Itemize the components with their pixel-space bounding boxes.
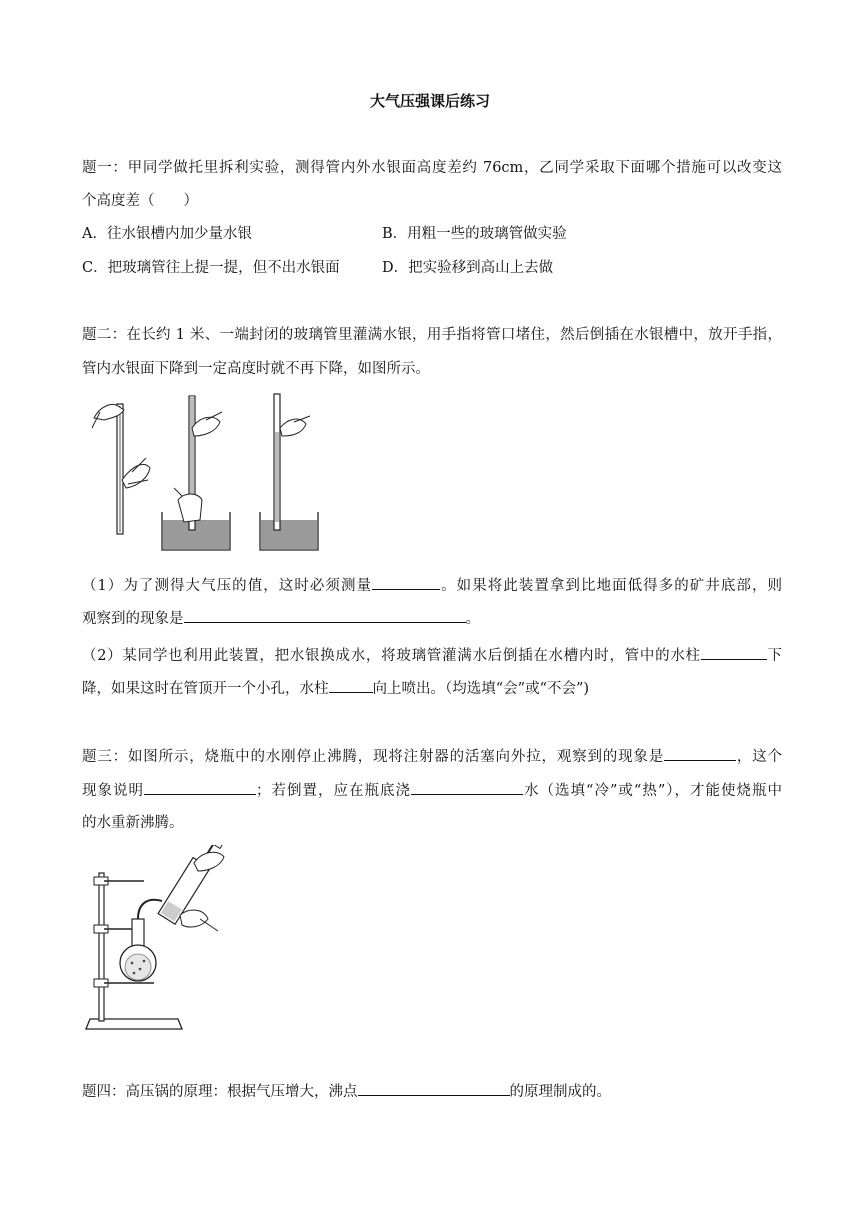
q3-line-2	[82, 780, 782, 801]
q2-part2-text-d: 向上喷出。（均选填“会”或“不会”)	[372, 681, 590, 697]
q2-part1-text-b: 。如果将此装置拿到比地面低得多的矿井底部，则	[440, 578, 782, 594]
q1-line-2: 个高度差（ ）	[82, 193, 198, 209]
q1-option-a: A．往水银槽内加少量水银	[82, 226, 252, 242]
q2-part1-text-a: （1）为了测得大气压的值，这时必须测量	[82, 578, 373, 594]
torricelli-experiment-figure	[88, 388, 328, 558]
q3-line-1	[82, 746, 782, 767]
q2-line-2: 管内水银面下降到一定高度时就不再下降，如图所示。	[82, 361, 430, 377]
q2-part1-blank-2[interactable]	[184, 608, 466, 623]
q3-text-c: 现象说明	[82, 783, 145, 799]
q2-part2-text-c: 降，如果这时在管顶开一个小孔，水柱	[82, 681, 329, 697]
q3-blank-2[interactable]	[144, 780, 256, 795]
q2-part2-blank-2[interactable]	[329, 678, 373, 693]
q3-blank-3[interactable]	[411, 780, 523, 795]
q1-option-d: D．把实验移到高山上去做	[382, 260, 554, 276]
q2-part1-text-c: 观察到的现象是	[82, 611, 184, 627]
q3-text-d: ；若倒置，应在瓶底浇	[256, 783, 412, 799]
tube-released-figure	[260, 394, 318, 550]
page-title: 大气压强课后练习	[369, 92, 490, 110]
q2-part1-text-d: 。	[465, 611, 480, 627]
q3-text-a: 题三：如图所示，烧瓶中的水刚停止沸腾，现将注射器的活塞向外拉，观察到的现象是	[82, 749, 665, 765]
q2-part2-line-2	[82, 678, 782, 699]
q3-line-3: 的水重新沸腾。	[82, 815, 184, 831]
q4-line	[82, 1081, 782, 1102]
q1-option-c: C．把玻璃管往上提一提，但不出水银面	[82, 260, 340, 276]
q2-part1-line-1	[82, 575, 782, 596]
q4-text-b: 的原理制成的。	[509, 1084, 611, 1100]
tube-held-figure	[92, 404, 150, 534]
q2-line-1: 题二：在长约 1 米、一端封闭的玻璃管里灌满水银，用手指将管口堵住，然后倒插在水银槽中，放开手指，	[82, 327, 782, 343]
q3-text-e: 水（选填“冷”或“热”），才能使烧瓶中	[523, 783, 783, 799]
q2-part2-text-a: （2）某同学也利用此装置，把水银换成水，将玻璃管灌满水后倒插在水槽内时，管中的水柱	[82, 648, 701, 664]
q2-part1-line-2	[82, 608, 782, 629]
q4-text-a: 题四：高压锅的原理：根据气压增大，沸点	[82, 1084, 358, 1100]
tube-inverted-figure	[162, 396, 230, 550]
q3-text-b: ，这个	[736, 749, 782, 765]
q2-part1-blank-1[interactable]	[372, 575, 440, 590]
flask-syringe-figure	[82, 845, 232, 1035]
q1-option-b: B．用粗一些的玻璃管做实验	[382, 226, 567, 242]
q1-line-1: 题一：甲同学做托里拆利实验，测得管内外水银面高度差约 76cm，乙同学采取下面哪个措施可以改变这	[82, 160, 782, 176]
q4-blank[interactable]	[358, 1081, 510, 1096]
q3-blank-1[interactable]	[664, 746, 736, 761]
q2-part2-blank-1[interactable]	[701, 645, 767, 660]
q2-part2-text-b: 下	[766, 648, 783, 664]
q2-part2-line-1	[82, 645, 782, 666]
